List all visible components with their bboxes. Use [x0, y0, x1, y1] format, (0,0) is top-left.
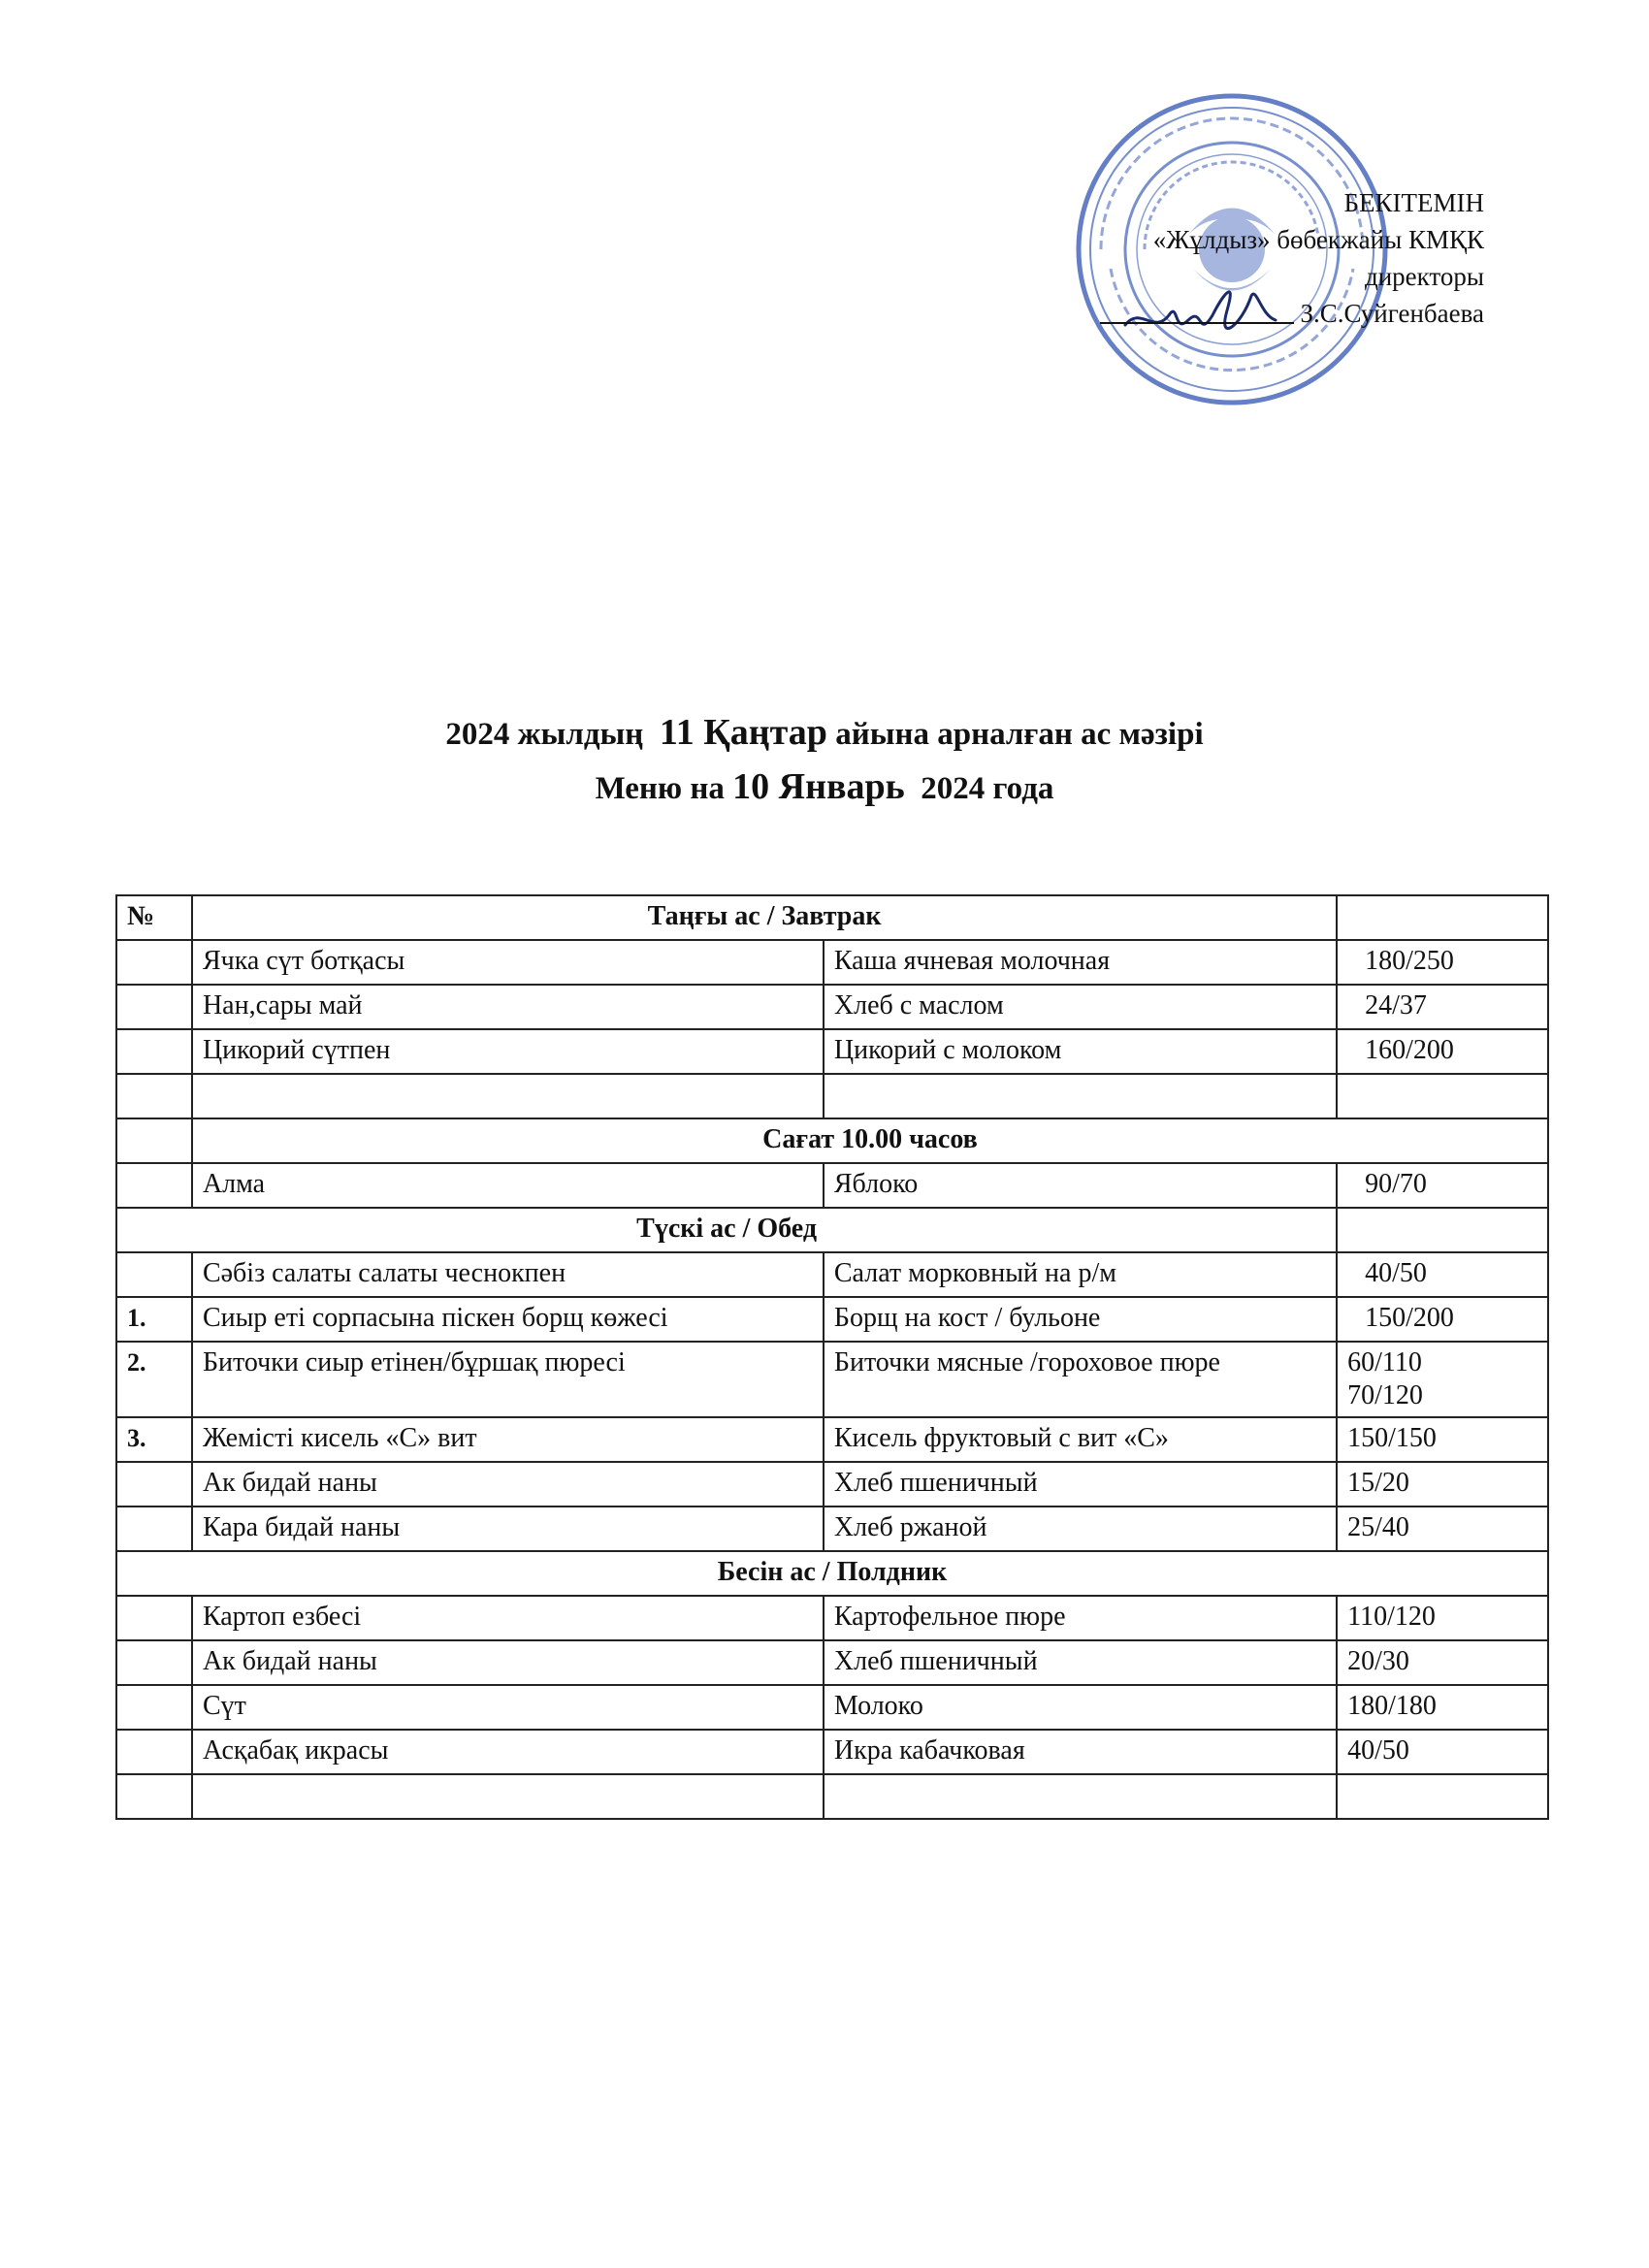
title-kazakh [0, 706, 1649, 761]
dish-weight: 24/37 [1337, 985, 1548, 1029]
dish-ru: Хлеб пшеничный [824, 1462, 1337, 1507]
dish-weight: 110/120 [1337, 1596, 1548, 1640]
document-title [0, 706, 1649, 815]
table-row-empty [116, 1774, 1548, 1819]
dish-kz: Ак бидай наны [192, 1462, 824, 1507]
table-row [116, 1297, 1548, 1342]
dish-kz: Сүт [192, 1685, 824, 1730]
dish-weight-alt: 70/120 [1347, 1380, 1423, 1410]
dish-ru: Хлеб с маслом [824, 985, 1337, 1029]
dish-number [116, 1252, 192, 1297]
dish-weight: 60/110 [1347, 1347, 1422, 1377]
dish-weight: 15/20 [1337, 1462, 1548, 1507]
dish-ru: Салат морковный на р/м [824, 1252, 1337, 1297]
dish-kz: Ак бидай наны [192, 1640, 824, 1685]
dish-kz: Нан,сары май [192, 985, 824, 1029]
table-row [116, 1462, 1548, 1507]
col-number-header: № [116, 895, 192, 940]
dish-number: 1. [116, 1297, 192, 1342]
dish-kz: Картоп езбесі [192, 1596, 824, 1640]
dish-ru: Молоко [824, 1685, 1337, 1730]
dish-kz: Цикорий сүтпен [192, 1029, 824, 1074]
dish-kz: Сиыр еті сорпасына піскен борщ көжесі [192, 1297, 824, 1342]
table-row [116, 1640, 1548, 1685]
dish-weight: 90/70 [1337, 1163, 1548, 1208]
dish-kz: Сәбіз салаты салаты чеснокпен [192, 1252, 824, 1297]
dish-weight: 180/180 [1337, 1685, 1548, 1730]
snack-header: Сағат 10.00 часов [192, 1118, 1548, 1163]
dish-ru: Картофельное пюре [824, 1596, 1337, 1640]
table-row [116, 1163, 1548, 1208]
approval-heading: БЕКІТЕМІН [1343, 188, 1484, 217]
table-row-empty [116, 1074, 1548, 1118]
table-row [116, 1342, 1548, 1417]
dish-ru: Борщ на кост / бульоне [824, 1297, 1337, 1342]
dish-weight: 160/200 [1337, 1029, 1548, 1074]
title-ru-date: 10 Январь [732, 766, 905, 807]
title-kz-date: 11 Қаңтар [659, 712, 827, 753]
title-russian [0, 761, 1649, 815]
approval-organization: «Жұлдыз» бөбекжайы КМҚК [1152, 225, 1484, 254]
dish-kz: Кара бидай наны [192, 1507, 824, 1551]
dish-number: 3. [116, 1417, 192, 1462]
table-row [116, 1596, 1548, 1640]
dish-weight: 180/250 [1337, 940, 1548, 985]
table-row [116, 985, 1548, 1029]
title-kz-prefix: 2024 жылдың [445, 717, 644, 752]
dish-ru: Яблоко [824, 1163, 1337, 1208]
afternoon-header: Бесін ас / Полдник [116, 1551, 1548, 1596]
dish-ru: Хлеб ржаной [824, 1507, 1337, 1551]
table-row [116, 1252, 1548, 1297]
dish-kz: Жемісті кисель «С» вит [192, 1417, 824, 1462]
table-row [116, 1685, 1548, 1730]
dish-weight: 25/40 [1337, 1507, 1548, 1551]
approval-block [970, 184, 1484, 332]
table-row [116, 1507, 1548, 1551]
dish-weight-cell [1337, 1342, 1548, 1417]
table-row [116, 1730, 1548, 1774]
afternoon-header-row [116, 1551, 1548, 1596]
signature-line [1100, 322, 1294, 324]
dish-weight: 150/200 [1337, 1297, 1548, 1342]
approval-name: З.С.Суйгенбаева [1300, 299, 1484, 328]
dish-ru: Биточки мясные /гороховое пюре [824, 1342, 1337, 1417]
dish-number: 2. [116, 1342, 192, 1417]
title-kz-suffix: айына арналған ас мәзірі [835, 717, 1204, 752]
dish-ru: Цикорий с молоком [824, 1029, 1337, 1074]
table-row [116, 1417, 1548, 1462]
dish-kz: Биточки сиыр етінен/бұршақ пюресі [192, 1342, 824, 1417]
title-ru-suffix: 2024 года [921, 771, 1054, 806]
dish-weight: 150/150 [1337, 1417, 1548, 1462]
dish-weight: 40/50 [1337, 1730, 1548, 1774]
title-ru-prefix: Меню на [595, 771, 725, 806]
dish-kz: Ячка сүт ботқасы [192, 940, 824, 985]
dish-ru: Кисель фруктовый с вит «С» [824, 1417, 1337, 1462]
lunch-header: Түскі ас / Обед [116, 1208, 1337, 1252]
approval-position: директоры [1364, 262, 1484, 291]
dish-number [116, 1462, 192, 1507]
breakfast-header-row [116, 895, 1548, 940]
dish-ru: Хлеб пшеничный [824, 1640, 1337, 1685]
table-row [116, 1029, 1548, 1074]
dish-kz: Алма [192, 1163, 824, 1208]
snack-header-row [116, 1118, 1548, 1163]
table-row [116, 940, 1548, 985]
menu-table [115, 894, 1549, 1820]
dish-weight: 20/30 [1337, 1640, 1548, 1685]
dish-kz: Асқабақ икрасы [192, 1730, 824, 1774]
dish-number [116, 1507, 192, 1551]
dish-ru: Каша ячневая молочная [824, 940, 1337, 985]
approval-signatory [970, 295, 1484, 332]
lunch-header-row [116, 1208, 1548, 1252]
dish-weight: 40/50 [1337, 1252, 1548, 1297]
dish-ru: Икра кабачковая [824, 1730, 1337, 1774]
breakfast-header: Таңғы ас / Завтрак [192, 895, 1337, 940]
